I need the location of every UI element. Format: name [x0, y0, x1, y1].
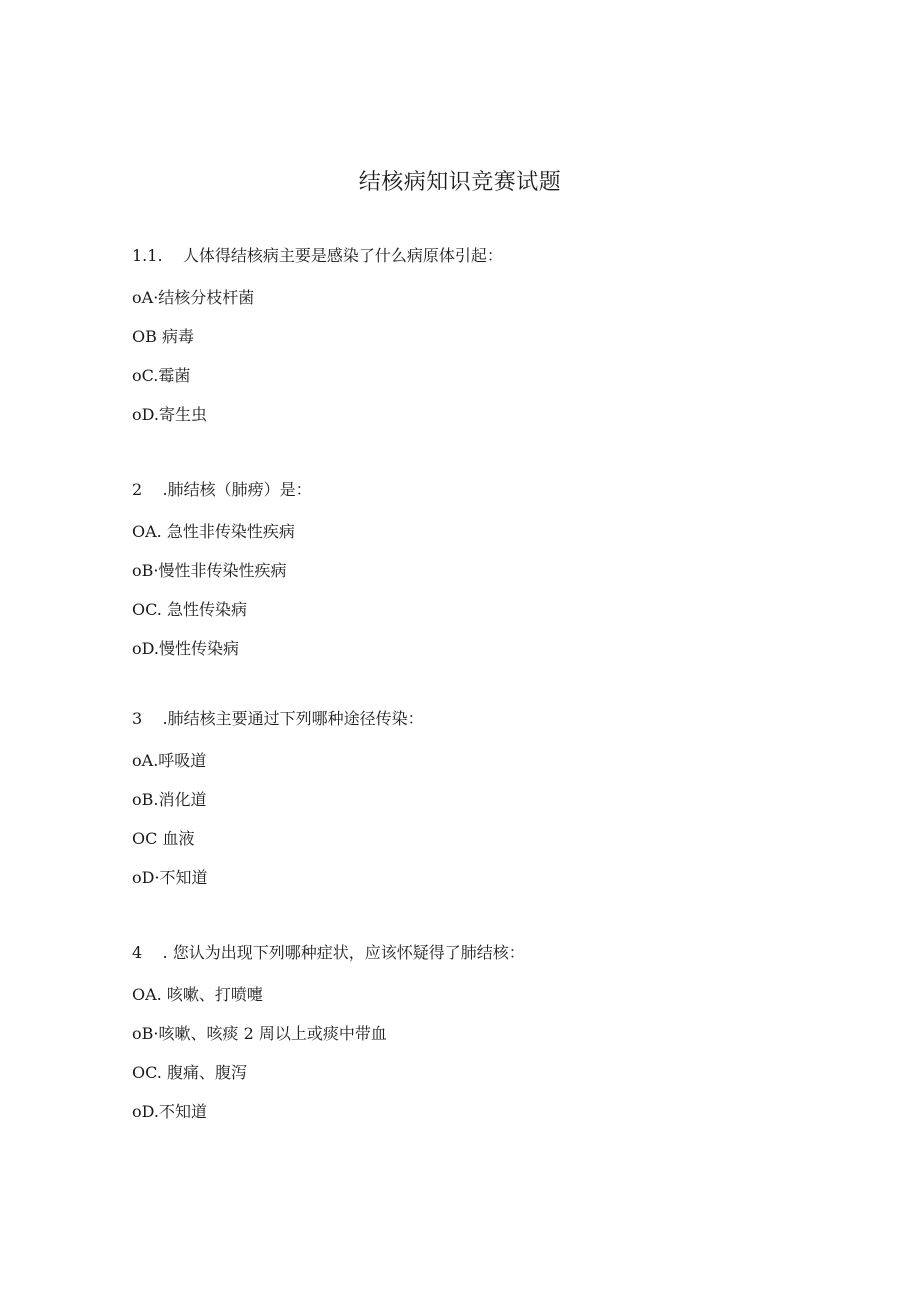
option-a[interactable]: oA.呼吸道	[132, 751, 207, 770]
option-c[interactable]: OC. 腹痛、腹泻	[132, 1063, 247, 1082]
option-d[interactable]: oD.不知道	[132, 1102, 207, 1121]
question-text: 4 . 您认为出现下列哪种症状，应该怀疑得了肺结核：	[132, 943, 525, 962]
question-1	[132, 245, 832, 426]
question-2	[132, 479, 832, 660]
option-d[interactable]: oD.寄生虫	[132, 405, 207, 424]
page-title: 结核病知识竞赛试题	[358, 170, 562, 195]
option-c[interactable]: oC.霉菌	[132, 366, 191, 385]
option-a[interactable]: OA. 咳嗽、打喷嚏	[132, 985, 263, 1004]
option-d[interactable]: oD.慢性传染病	[132, 639, 239, 658]
option-b[interactable]: OB 病毒	[132, 327, 194, 346]
option-c[interactable]: OC. 急性传染病	[132, 600, 247, 619]
question-text: 2 .肺结核（肺痨）是：	[132, 480, 312, 499]
option-b[interactable]: oB·咳嗽、咳痰 2 周以上或痰中带血	[132, 1024, 387, 1043]
option-a[interactable]: oA·结核分枝杆菌	[132, 288, 255, 307]
option-c[interactable]: OC 血液	[132, 829, 195, 848]
option-b[interactable]: oB·慢性非传染性疾病	[132, 561, 287, 580]
question-text: 1.1. 人体得结核病主要是感染了什么病原体引起：	[132, 246, 503, 265]
option-b[interactable]: oB.消化道	[132, 790, 207, 809]
question-3	[132, 708, 832, 889]
question-text: 3 .肺结核主要通过下列哪种途径传染：	[132, 709, 424, 728]
option-d[interactable]: oD·不知道	[132, 868, 208, 887]
question-4	[132, 942, 832, 1123]
option-a[interactable]: OA. 急性非传染性疾病	[132, 522, 295, 541]
